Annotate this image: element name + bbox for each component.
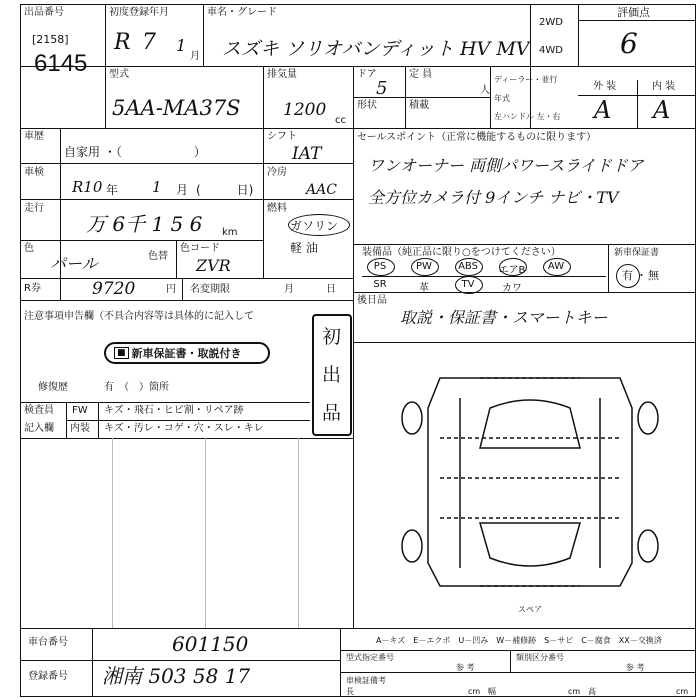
reg-month-unit: 月	[190, 51, 200, 62]
equip-pw: PW	[416, 261, 432, 272]
equip-sr: SR	[373, 279, 387, 290]
stamp-char-2: 出	[322, 364, 342, 386]
name-change-month: 月	[284, 284, 294, 295]
fuel-label: 燃料	[267, 203, 287, 214]
remarks-label: 注意事項申告欄（不具合内容等は具体的に記入して	[24, 311, 254, 322]
divider	[20, 628, 696, 629]
shift-label: シフト	[267, 131, 297, 142]
color-value: パール	[50, 254, 98, 273]
equip-pw-circle-mark	[411, 258, 439, 276]
divider	[353, 128, 354, 628]
divider	[340, 650, 696, 651]
color-label: 色	[24, 243, 34, 254]
ext-grade: A	[594, 96, 612, 124]
stamp-char-3: 品	[322, 402, 342, 424]
dealer-line3: 左ハンドル 左・右	[494, 112, 561, 121]
equip-aw-circle-mark	[543, 258, 571, 276]
color-code-value: ZVR	[196, 256, 231, 275]
equip-aw: AW	[547, 261, 565, 272]
equip-ps: PS	[373, 261, 387, 272]
type-label: 型式	[109, 69, 129, 80]
divider	[637, 80, 638, 128]
capacity-label: 定 員	[409, 69, 433, 80]
displacement-unit: cc	[335, 115, 346, 126]
divider	[20, 199, 353, 200]
divider	[20, 128, 696, 129]
divider	[20, 300, 353, 301]
history-value: 自家用 ・（ ）	[64, 145, 206, 159]
fuel-diesel: 軽 油	[290, 241, 318, 255]
lot-number: 6145	[34, 50, 88, 77]
first-reg-label: 初度登録年月	[109, 7, 169, 18]
dealer-line1: ディーラー・並行	[494, 75, 558, 84]
after-items-label: 後日品	[357, 295, 387, 306]
divider	[578, 4, 579, 66]
height-unit: cm	[676, 687, 689, 696]
warranty-badge	[104, 342, 270, 364]
inspector-label: 検査員	[24, 405, 54, 416]
int-grade: A	[653, 96, 671, 124]
recycle-value: 9720	[92, 279, 136, 299]
type-value: 5AA-MA37S	[112, 96, 241, 120]
divider	[510, 650, 511, 672]
divider	[203, 4, 204, 66]
equip-abs: ABS	[458, 261, 478, 272]
divider	[340, 628, 341, 697]
type-spec-label: 型式指定番号	[346, 653, 394, 662]
int-label: 内 装	[652, 81, 676, 92]
divider	[66, 420, 310, 421]
chassis-value: 601150	[172, 632, 249, 656]
badge-icon: ■	[114, 347, 129, 359]
car-damage-diagram	[400, 368, 660, 598]
length-unit: cm	[468, 687, 481, 696]
notes-area	[20, 438, 353, 628]
legend-text: A－キズ E－エクボ U－凹み W－補修跡 S－サビ C－腐食 XX－交換済	[376, 636, 662, 645]
inspection-month: 1	[152, 178, 162, 196]
inspector-entry-label: 記入欄	[24, 423, 54, 434]
warranty-yes-circle-mark	[616, 264, 640, 288]
repair-value: 有 （ ）箇所	[104, 382, 169, 393]
recycle-label: R券	[24, 283, 41, 294]
divider	[353, 97, 490, 98]
repair-label: 修復歴	[38, 382, 68, 393]
divider	[263, 128, 264, 278]
stamp-char-1: 初	[322, 326, 342, 348]
name-change-day: 日	[326, 284, 336, 295]
type-spec-ref: 参 考	[456, 663, 475, 672]
divider	[263, 66, 264, 128]
equip-kawa: カワ	[502, 283, 522, 294]
sales-line-1: ワンオーナー 両側パワースライドドア	[368, 156, 644, 175]
dealer-line2: 年式	[494, 94, 510, 103]
drive-2wd: 2WD	[539, 17, 563, 28]
name-change-label: 名変期限	[190, 284, 230, 295]
lot-ref: [2158]	[32, 33, 69, 46]
displacement-label: 排気量	[267, 69, 297, 80]
plate-label: 登録番号	[28, 671, 68, 682]
equip-tv-circle-mark	[455, 276, 483, 294]
diagram-spare-label: スペア	[518, 605, 542, 614]
inspection-label: 車検	[24, 167, 44, 178]
divider	[66, 402, 67, 438]
equip-airbag-circle-mark	[499, 258, 527, 276]
inspection-gatsu: 月	[176, 183, 189, 197]
width-label: 幅	[488, 687, 496, 696]
load-label: 積載	[409, 100, 429, 111]
divider	[353, 342, 696, 343]
divider	[20, 402, 310, 403]
fw-text: キズ・飛石・ヒビ割・リペア跡	[104, 405, 244, 416]
divider	[490, 66, 491, 128]
shape-label: 形状	[357, 100, 377, 111]
divider	[20, 660, 340, 661]
mileage-unit: km	[222, 227, 238, 238]
equip-tv: TV	[461, 279, 475, 290]
inspection-day: ( 日)	[196, 183, 254, 197]
chassis-label: 車台番号	[28, 637, 68, 648]
equip-abs-circle-mark	[455, 258, 483, 276]
width-unit: cm	[568, 687, 581, 696]
warranty-label: 新車保証書	[614, 248, 660, 258]
shift-value: IAT	[292, 144, 322, 164]
model-label: 車名・グレード	[207, 7, 277, 18]
doors-label: ドア	[357, 69, 377, 80]
inspection-era: R10	[72, 178, 103, 196]
warranty-no: 無	[648, 269, 659, 282]
displacement-value: 1200	[283, 100, 327, 120]
mileage-value: 万 6千 1 5 6	[86, 212, 203, 236]
rating-label: 評価点	[617, 6, 650, 19]
sales-line-2: 全方位カメラ付 9インチ ナビ・TV	[368, 188, 619, 207]
divider	[340, 672, 696, 673]
rating-score: 6	[620, 27, 638, 60]
class-label: 類別区分番号	[516, 653, 564, 662]
equipment-row-2	[366, 279, 606, 293]
sales-label: セールスポイント（正常に機能するものに限ります）	[357, 132, 597, 143]
reg-month: 1	[176, 36, 187, 55]
ac-label: 冷房	[267, 167, 287, 178]
recycle-unit: 円	[166, 284, 176, 295]
fw-label: FW	[72, 405, 88, 416]
divider	[578, 20, 696, 21]
warranty-sep: ・	[636, 269, 647, 282]
divider	[353, 244, 696, 245]
model-value: スズキ ソリオバンディット HV MV	[222, 38, 530, 60]
equip-airbag: エアB	[498, 265, 526, 276]
warranty-yes: 有	[622, 269, 633, 282]
equip-ps-circle-mark	[367, 258, 395, 276]
ext-label: 外 装	[593, 81, 617, 92]
interior-label: 内装	[70, 423, 90, 434]
color-code-label: 色コード	[180, 243, 220, 254]
divider	[20, 240, 263, 241]
divider	[608, 244, 609, 292]
inspection-nen: 年	[106, 183, 119, 197]
after-items-value: 取説・保証書・スマートキー	[400, 308, 608, 327]
length-label: 長	[346, 687, 354, 696]
divider	[182, 278, 183, 300]
doors-value: 5	[376, 78, 388, 99]
divider	[98, 402, 99, 438]
drive-4wd: 4WD	[539, 45, 563, 56]
divider	[362, 276, 606, 277]
ac-value: AAC	[306, 182, 337, 198]
color-tone-label: 色替	[148, 251, 168, 262]
divider	[20, 66, 696, 67]
badge-text: 新車保証書・取説付き	[131, 347, 242, 360]
height-label: 高	[588, 687, 596, 696]
divider	[20, 278, 353, 279]
divider	[92, 628, 93, 697]
lot-label: 出品番号	[24, 7, 64, 18]
equipment-label: 装備品（純正品に限り○をつけてください）	[362, 247, 561, 258]
fuel-gasoline: ガソリン	[290, 219, 339, 233]
divider	[60, 128, 61, 300]
cert-notes-label: 車検証備考	[346, 676, 386, 685]
interior-text: キズ・汚レ・コゲ・穴・スレ・キレ	[104, 423, 264, 434]
reg-year: 7	[142, 30, 156, 55]
equip-leather: 革	[419, 283, 429, 294]
history-label: 車歴	[24, 131, 44, 142]
divider	[176, 240, 177, 278]
mileage-label: 走行	[24, 203, 44, 214]
reg-era: R	[114, 30, 131, 55]
capacity-unit: 人	[480, 85, 490, 96]
plate-value: 湘南 503 58 17	[102, 664, 251, 688]
class-ref: 参 考	[626, 663, 645, 672]
fuel-gas-circle-mark	[288, 214, 350, 236]
